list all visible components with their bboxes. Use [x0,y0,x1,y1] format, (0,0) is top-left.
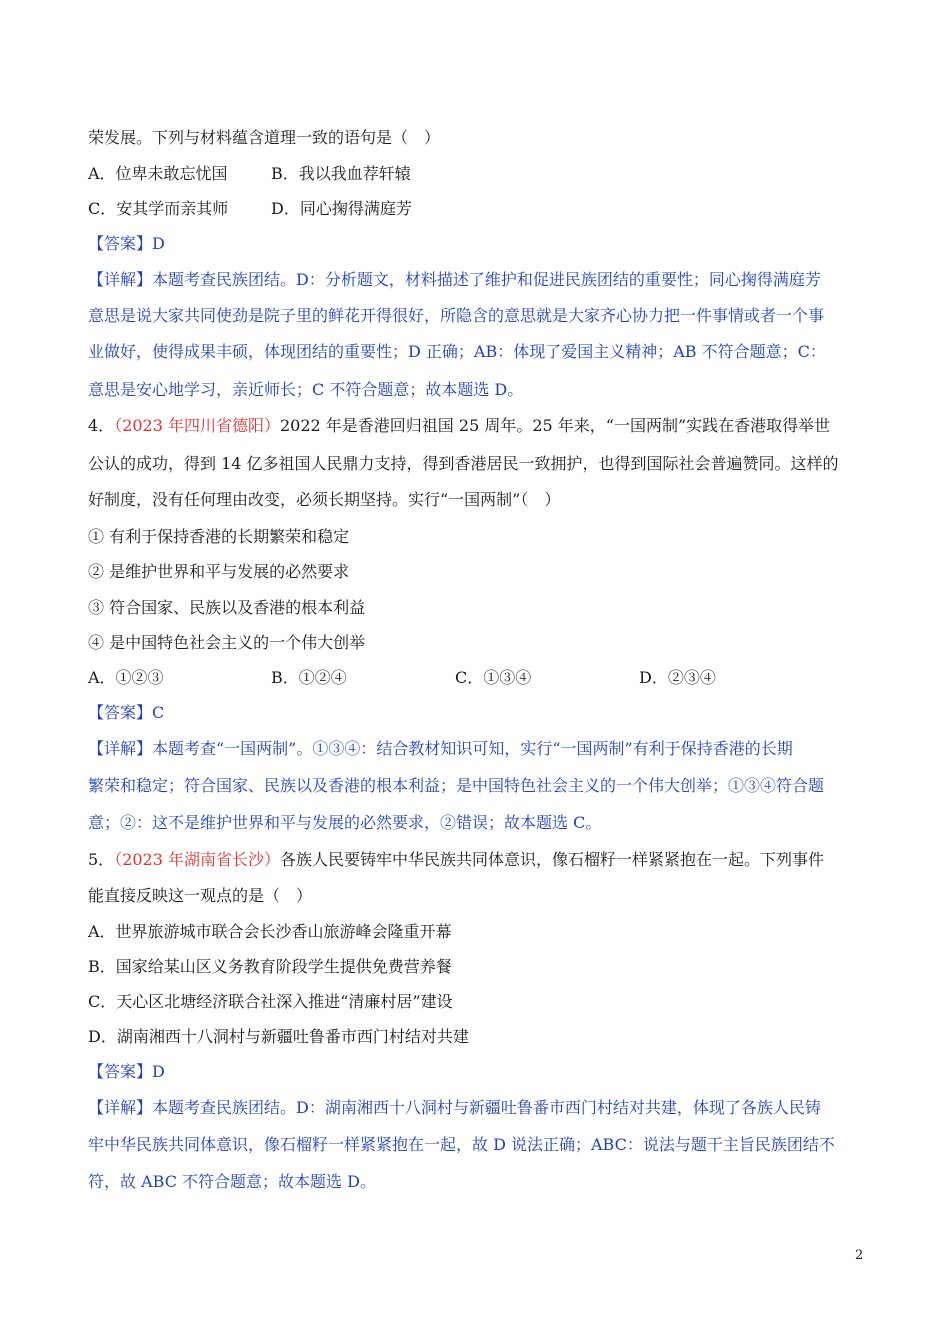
q4-option-b: B．①②④ [271,668,347,687]
q4-stem-first-line [88,416,830,436]
q3-option-b: B．我以我血荐轩辕 [271,164,411,183]
q5-stem-line: 能直接反映这一观点的是（ ） [88,886,313,905]
q4-option-c: C．①③④ [455,668,532,687]
q4-item: ① 有利于保持香港的长期繁荣和稳定 [88,527,350,546]
q4-source-tag: （2023 年四川省德阳） [114,416,280,435]
q3-answer: 【答案】D [88,234,165,253]
q5-option-a: A．世界旅游城市联合会长沙香山旅游峰会隆重开幕 [88,922,452,941]
q3-option-a: A．位卑未敢忘忧国 [88,164,228,183]
q5-explain-line: 符，故 ABC 不符合题意；故本题选 D。 [88,1172,376,1191]
q3-explain-line: 意思是安心地学习，亲近师长；C 不符合题意；故本题选 D。 [88,380,524,399]
q5-stem-first-line [88,850,824,870]
q3-explain-line: 意思是说大家共同使劲是院子里的鲜花开得很好，所隐含的意思就是大家齐心协力把一件事情或者一个事 [88,306,825,325]
q5-explain-line: 【详解】本题考查民族团结。D：湖南湘西十八洞村与新疆吐鲁番市西门村结对共建，体现了各族人民铸 [88,1098,821,1117]
q4-stem-line: 好制度，没有任何理由改变，必须长期坚持。实行“一国两制”（ ） [88,490,561,509]
q4-stem-text: 2022 年是香港回归祖国 25 周年。25 年来，“一国两制”实践在香港取得举世 [280,416,831,435]
q3-option-c: C．安其学而亲其师 [88,199,229,218]
q4-item: ③ 符合国家、民族以及香港的根本利益 [88,598,366,617]
q4-stem-line: 公认的成功，得到 14 亿多祖国人民鼎力支持，得到香港居民一致拥护，也得到国际社会普遍赞同。这样的 [88,454,839,473]
q4-item: ④ 是中国特色社会主义的一个伟大创举 [88,633,366,652]
q4-explain-line: 意；②：这不是维护世界和平与发展的必然要求，②错误；故本题选 C。 [88,813,602,832]
q5-answer: 【答案】D [88,1062,165,1081]
page-number: 2 [855,1248,864,1263]
q4-explain-line: 【详解】本题考查“一国两制”。①③④：结合教材知识可知，实行“一国两制”有利于保持香港的长期 [88,739,793,758]
q5-explain-line: 牢中华民族共同体意识，像石榴籽一样紧紧抱在一起，故 D 说法正确；ABC：说法与题干主旨民族团结不 [88,1135,835,1154]
q4-option-a: A．①②③ [88,668,164,687]
q5-stem-text: 各族人民要铸牢中华民族共同体意识，像石榴籽一样紧紧抱在一起。下列事件 [280,850,825,869]
q4-number: 4． [88,416,115,435]
q3-explain-line: 【详解】本题考查民族团结。D：分析题文，材料描述了维护和促进民族团结的重要性；同心掬得满庭芳 [88,270,821,289]
q4-answer: 【答案】C [88,703,165,722]
q5-number: 5． [88,850,115,869]
q3-explain-line: 业做好，使得成果丰硕，体现团结的重要性；D 正确；AB：体现了爱国主义精神；AB 不符合题意；C： [88,342,826,361]
q3-stem-end: 荣发展。下列与材料蕴含道理一致的语句是（ ） [88,128,441,147]
q4-option-d: D．②③④ [639,668,716,687]
q5-source-tag: （2023 年湖南省长沙） [114,850,280,869]
q4-explain-line: 繁荣和稳定；符合国家、民族以及香港的根本利益；是中国特色社会主义的一个伟大创举；①③④符合题 [88,776,825,795]
q5-option-d: D．湖南湘西十八洞村与新疆吐鲁番市西门村结对共建 [88,1027,469,1046]
q3-option-d: D．同心掬得满庭芳 [271,199,412,218]
q5-option-b: B．国家给某山区义务教育阶段学生提供免费营养餐 [88,957,452,976]
q5-option-c: C．天心区北塘经济联合社深入推进“清廉村居”建设 [88,992,453,1011]
q4-item: ② 是维护世界和平与发展的必然要求 [88,562,350,581]
